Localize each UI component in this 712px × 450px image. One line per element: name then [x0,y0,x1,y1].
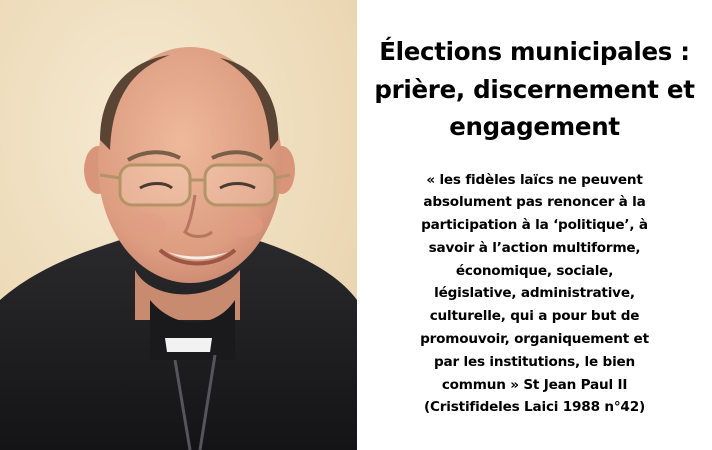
quote-line: promouvoir, organiquement et [420,331,649,348]
headline-line: engagement [449,112,620,141]
quote-citation: (Cristifideles Laici 1988 n°42) [424,399,645,416]
headline [367,33,702,146]
headline-line: prière, discernement et [374,74,695,104]
headline-line: Élections municipales : [379,37,690,66]
quote-line: par les institutions, le bien [433,353,636,370]
quote-line: commun » St Jean Paul II [441,376,628,393]
quote [385,169,685,420]
quote-line: participation à la ‘politique’, à [421,217,648,234]
quote-line: « les fidèles laïcs ne peuvent [426,171,643,188]
quote-line: législative, administrative, [434,285,635,302]
text-panel [357,0,712,450]
quote-line: savoir à l’action multiforme, [428,239,641,256]
quote-line: absolument pas renoncer à la [423,194,646,211]
quote-line: économique, sociale, [455,262,614,279]
quote-line: culturelle, qui a pour but de [429,308,640,325]
